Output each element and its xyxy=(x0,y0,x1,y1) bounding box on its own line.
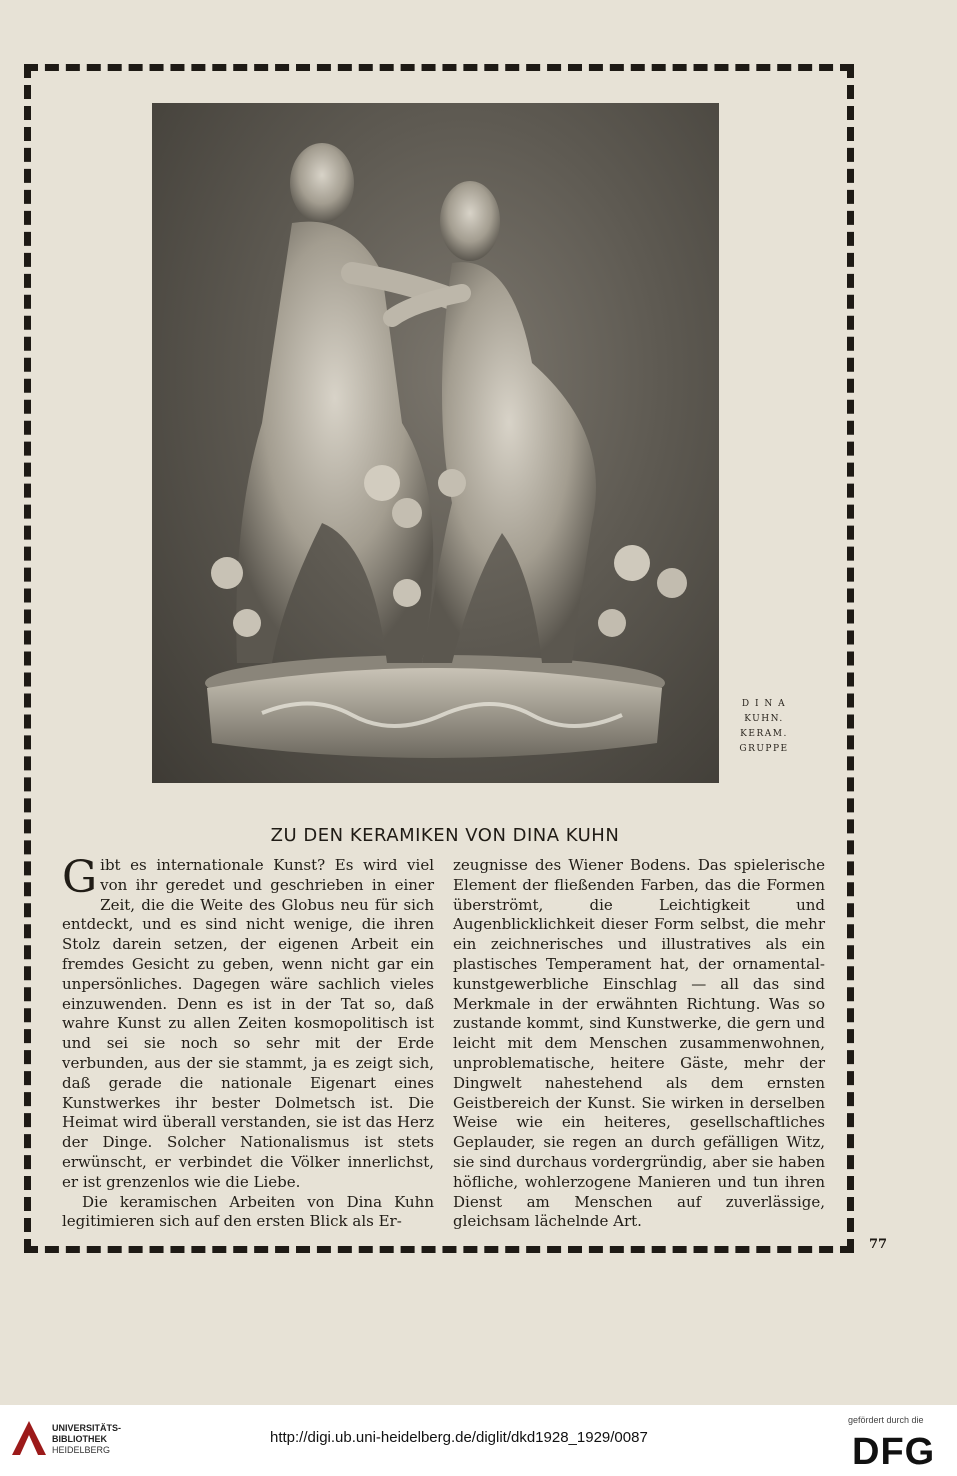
dfg-logo: DFG xyxy=(852,1431,936,1473)
ceramic-figures-illustration xyxy=(152,103,719,783)
paragraph: Die keramischen Arbeiten von Dina Kuhn legitimieren sich auf den ersten Blick als Er- xyxy=(62,1192,434,1231)
caption-line: D I N A xyxy=(741,699,787,709)
photo-caption xyxy=(734,697,794,757)
ceramic-group-photo xyxy=(152,103,719,783)
institution-line: HEIDELBERG xyxy=(52,1445,111,1455)
institution-line: BIBLIOTHEK xyxy=(52,1434,107,1444)
university-library-logo-icon xyxy=(12,1421,46,1455)
sponsor-label: gefördert durch die xyxy=(848,1415,924,1425)
caption-line: KUHN. xyxy=(744,714,784,724)
source-url-link[interactable]: http://digi.ub.uni-heidelberg.de/diglit/dkd1928_1929/0087 xyxy=(270,1429,648,1446)
text-column-left xyxy=(62,852,434,1232)
paragraph: zeugnisse des Wiener Bodens. Das spielerische Element der fließenden Farben, das die Formen überströmt, die Leichtigkeit und Augenblicklichkeit dieser Form selbst, die mehr ein zeichnerisches und illustratives als ein plastisches Temperament hat, der ornamental-kunstgewerbliche Einschlag — all das sind Merkmale in der erwähnten Richtung. Was so zustande kommt, sind Kunstwerke, die gern und leicht mit dem Menschen zusammenwohnen, unproblematische, heitere Gäste, mehr der Dingwelt nahestehend als dem ernsten Geistbereich der Kunst. Sie wirken in derselben Weise wie ein heiteres, gesellschaftliches Geplauder, sie regen an durch gefälligen Witz, sie sind durchaus vordergründig, aber sie haben höfliche, wohlerzogene Manieren und tun ihren Dienst am Menschen auf zuverlässige, gleichsam lächelnde Art. xyxy=(453,856,825,1231)
page-number: 77 xyxy=(869,1237,888,1252)
caption-line: KERAM. xyxy=(740,729,788,739)
caption-line: GRUPPE xyxy=(739,744,789,754)
institution-name xyxy=(52,1423,121,1456)
digitization-footer xyxy=(0,1405,957,1476)
paragraph xyxy=(62,852,434,1193)
paragraph-text: ibt es internationale Kunst? Es wird viel von ihr geredet und geschrieben in einer Zeit, die die Weite des Globus neu für sich entdeckt, und es sind nicht wenige, die ihren Stolz darein setzen, der eigenen Arbeit ein fremdes Gesicht zu geben, wenn nicht gar ein unpersönliches. Dagegen wäre sachlich vieles einzuwenden. Denn es ist in der Tat so, daß wahre Kunst zu allen Zeiten kosmopolitisch ist und sei sie noch so sehr mit der Erde verbunden, aus der sie stammt, ja es zeigt sich, daß gerade die nationale Eigenart eines Kunstwerkes ihr bester Dolmetsch ist. Die Heimat wird überall verstanden, sie ist das Herz der Dinge. Solcher Nationalismus ist stets erwünscht, er verbindet die Völker innerlichst, er ist grenzenlos wie die Liebe. xyxy=(62,856,434,1191)
article-title: ZU DEN KERAMIKEN VON DINA KUHN xyxy=(270,825,620,846)
institution-line: UNIVERSITÄTS- xyxy=(52,1423,122,1433)
text-column-right xyxy=(453,856,825,1232)
drop-cap: G xyxy=(62,852,98,903)
